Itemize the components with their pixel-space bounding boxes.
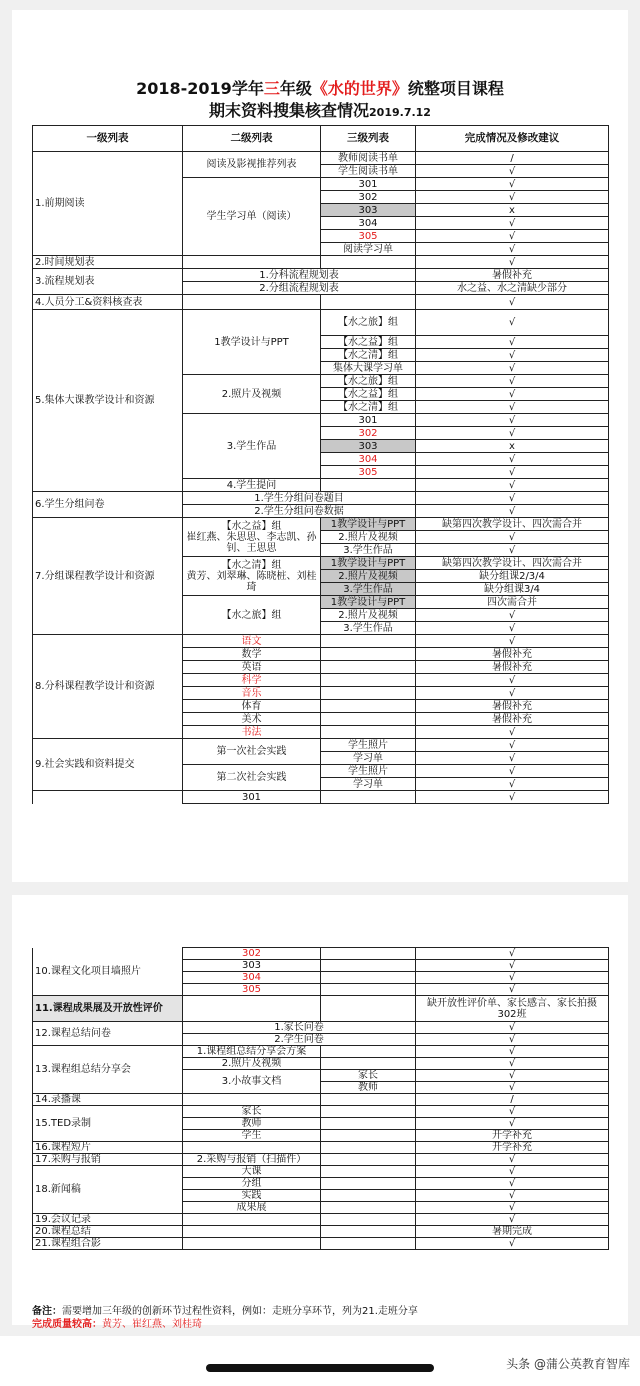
cell	[321, 687, 416, 700]
cell: 1教学设计与PPT	[321, 557, 416, 570]
cell	[321, 256, 416, 269]
cell: 8.分科课程教学设计和资源	[33, 635, 183, 739]
cell: 3.小故事文档	[183, 1070, 321, 1094]
cell: √	[416, 1118, 609, 1130]
cell: 304	[321, 217, 416, 230]
cell: 【水之益】组	[321, 336, 416, 349]
table-header	[33, 126, 609, 152]
table-row	[33, 739, 609, 752]
cell: √	[416, 375, 609, 388]
table-row	[33, 1226, 609, 1238]
cell: 成果展	[183, 1202, 321, 1214]
cell	[183, 1094, 321, 1106]
cell	[321, 713, 416, 726]
cell	[183, 1142, 321, 1154]
cell	[321, 1046, 416, 1058]
cell	[321, 948, 416, 960]
cell: √	[416, 948, 609, 960]
table-row	[33, 1106, 609, 1118]
cell: 302	[321, 427, 416, 440]
cell	[183, 996, 321, 1022]
cell: 教师	[321, 1082, 416, 1094]
cell: 301	[321, 178, 416, 191]
cell: 美术	[183, 713, 321, 726]
cell: √	[416, 256, 609, 269]
cell: 301	[183, 791, 321, 804]
table-row	[33, 269, 609, 282]
table-row	[33, 518, 609, 531]
cell: √	[416, 1106, 609, 1118]
cell: √	[416, 1190, 609, 1202]
cell: √	[416, 165, 609, 178]
cell: √	[416, 1202, 609, 1214]
cell: √	[416, 349, 609, 362]
cell: 【水之清】组	[321, 349, 416, 362]
cell: 2.照片及视频	[321, 531, 416, 544]
document-page-1	[12, 10, 628, 882]
cell: 18.新闻稿	[33, 1166, 183, 1214]
remark-text: 需要增加三年级的创新环节过程性资料，例如：走班分享环节，列为21.走班分享	[62, 1306, 418, 1317]
cell	[321, 1106, 416, 1118]
cell	[321, 996, 416, 1022]
document-page-2	[12, 895, 628, 1330]
cell	[321, 791, 416, 804]
cell: 暑假补充	[416, 713, 609, 726]
cell: 301	[321, 414, 416, 427]
cell: √	[416, 1034, 609, 1046]
page-subtitle	[12, 100, 628, 124]
cell: √	[416, 414, 609, 427]
cell: 9.社会实践和资料提交	[33, 739, 183, 791]
cell: 303	[321, 440, 416, 453]
cell	[183, 1226, 321, 1238]
cell: 【水之旅】组	[321, 310, 416, 336]
cell: √	[416, 492, 609, 505]
cell	[321, 960, 416, 972]
cell: 家长	[321, 1070, 416, 1082]
cell: 体育	[183, 700, 321, 713]
checklist-table-2	[32, 947, 609, 1250]
cell: 数学	[183, 648, 321, 661]
cell: 学习单	[321, 778, 416, 791]
cell	[321, 1154, 416, 1166]
cell	[321, 1142, 416, 1154]
cell: 3.流程规划表	[33, 269, 183, 295]
cell	[321, 674, 416, 687]
cell: 分组	[183, 1178, 321, 1190]
cell: 304	[183, 972, 321, 984]
cell: 暑假补充	[416, 700, 609, 713]
cell: √	[416, 674, 609, 687]
cell: 【水之清】组	[321, 401, 416, 414]
cell: 【水之旅】组	[183, 596, 321, 635]
title-book: 《水的世界》	[311, 79, 408, 98]
table-row	[33, 492, 609, 505]
cell: 阅读及影视推荐列表	[183, 152, 321, 178]
cell: √	[416, 752, 609, 765]
cell: √	[416, 362, 609, 375]
cell	[321, 1226, 416, 1238]
cell: √	[416, 791, 609, 804]
cell: 第二次社会实践	[183, 765, 321, 791]
cell	[321, 1238, 416, 1250]
cell: 11.课程成果展及开放性评价	[33, 996, 183, 1022]
cell: 实践	[183, 1190, 321, 1202]
cell: 1.分科流程规划表	[183, 269, 416, 282]
cell: 学生照片	[321, 765, 416, 778]
cell: 学生	[183, 1130, 321, 1142]
cell: 学生学习单（阅读）	[183, 178, 321, 256]
cell: 2.学生问卷	[183, 1034, 416, 1046]
cell: √	[416, 427, 609, 440]
cell: √	[416, 243, 609, 256]
cell: 第一次社会实践	[183, 739, 321, 765]
cell: 学习单	[321, 752, 416, 765]
quality-names: 黄芳、崔红燕、刘桂琦	[102, 1319, 202, 1330]
cell: 3.学生作品	[321, 622, 416, 635]
cell: √	[416, 960, 609, 972]
table-row	[33, 310, 609, 336]
cell: 英语	[183, 661, 321, 674]
cell: √	[416, 1058, 609, 1070]
cell: √	[416, 544, 609, 557]
cell: 阅读学习单	[321, 243, 416, 256]
cell: 缺分组课3/4	[416, 583, 609, 596]
remark-line	[32, 1305, 608, 1318]
cell: 2.时间规划表	[33, 256, 183, 269]
cell: 16.课程短片	[33, 1142, 183, 1154]
cell: √	[416, 466, 609, 479]
cell	[321, 984, 416, 996]
cell: √	[416, 972, 609, 984]
cell: 15.TED录制	[33, 1106, 183, 1142]
cell: 7.分组课程教学设计和资源	[33, 518, 183, 635]
cell	[321, 295, 416, 310]
cell: √	[416, 1238, 609, 1250]
cell: 21.课程组合影	[33, 1238, 183, 1250]
header-level1: 一级列表	[33, 126, 183, 152]
table-row	[33, 1214, 609, 1226]
cell: 缺开放性评价单、家长感言、家长拍摄302班	[416, 996, 609, 1022]
cell: /	[416, 1094, 609, 1106]
cell: 4.人员分工&资料核查表	[33, 295, 183, 310]
subtitle-date: 2019.7.12	[369, 106, 431, 119]
cell: 19.会议记录	[33, 1214, 183, 1226]
table-row	[33, 295, 609, 310]
cell: 1.家长问卷	[183, 1022, 416, 1034]
cell: √	[416, 1082, 609, 1094]
cell: √	[416, 310, 609, 336]
cell	[321, 1094, 416, 1106]
cell: √	[416, 230, 609, 243]
quality-label: 完成质量较高：	[32, 1319, 102, 1330]
cell: √	[416, 505, 609, 518]
table-row	[33, 948, 609, 960]
cell: √	[416, 778, 609, 791]
cell: 303	[321, 204, 416, 217]
cell: 大课	[183, 1166, 321, 1178]
cell: √	[416, 622, 609, 635]
cell: 书法	[183, 726, 321, 739]
cell: 2.采购与报销（扫描件）	[183, 1154, 321, 1166]
cell	[33, 791, 183, 804]
remark-label: 备注：	[32, 1306, 62, 1317]
cell: 语文	[183, 635, 321, 648]
cell: 音乐	[183, 687, 321, 700]
cell: 暑假补充	[416, 269, 609, 282]
title-year: 2018-2019学年	[136, 79, 264, 98]
cell: 教师	[183, 1118, 321, 1130]
cell: √	[416, 531, 609, 544]
cell: x	[416, 440, 609, 453]
cell: 2.照片及视频	[321, 609, 416, 622]
watermark-text: 头条 @蒲公英教育智库	[506, 1357, 630, 1371]
cell	[321, 726, 416, 739]
cell: 缺分组课2/3/4	[416, 570, 609, 583]
cell: 1.学生分组问卷题目	[183, 492, 416, 505]
cell: 302	[183, 948, 321, 960]
cell	[321, 1190, 416, 1202]
cell: √	[416, 726, 609, 739]
cell: 缺第四次教学设计、四次需合并	[416, 518, 609, 531]
header-level2: 二级列表	[183, 126, 321, 152]
cell: 【水之益】组	[321, 388, 416, 401]
cell: √	[416, 295, 609, 310]
cell: 302	[321, 191, 416, 204]
cell	[321, 648, 416, 661]
cell: 3.学生作品	[321, 583, 416, 596]
cell: 14.录播课	[33, 1094, 183, 1106]
cell: 17.采购与报销	[33, 1154, 183, 1166]
cell: 教师阅读书单	[321, 152, 416, 165]
title-rest: 统整项目课程	[407, 79, 504, 98]
cell: √	[416, 635, 609, 648]
cell: 1教学设计与PPT	[183, 310, 321, 375]
cell: 2.分组流程规划表	[183, 282, 416, 295]
cell: 【水之清】组 黄芳、刘翠琳、陈晓桩、刘桂琦	[183, 557, 321, 596]
cell: √	[416, 178, 609, 191]
cell	[321, 1058, 416, 1070]
cell	[321, 972, 416, 984]
cell: 家长	[183, 1106, 321, 1118]
cell	[183, 1214, 321, 1226]
cell: 1教学设计与PPT	[321, 518, 416, 531]
cell	[183, 256, 321, 269]
table-row	[33, 1238, 609, 1250]
cell: √	[416, 687, 609, 700]
cell: 1.前期阅读	[33, 152, 183, 256]
cell	[321, 479, 416, 492]
cell: 水之益、水之清缺少部分	[416, 282, 609, 295]
table-row	[33, 152, 609, 165]
cell: 305	[321, 230, 416, 243]
home-indicator[interactable]	[206, 1364, 434, 1372]
title-grade-suffix: 年级	[279, 79, 312, 98]
cell: 【水之益】组 崔红燕、朱思思、李志凯、孙钊、王思思	[183, 518, 321, 557]
cell: 缺第四次教学设计、四次需合并	[416, 557, 609, 570]
cell: √	[416, 336, 609, 349]
cell	[321, 1202, 416, 1214]
table-row	[33, 1094, 609, 1106]
title-grade: 三	[263, 79, 280, 98]
cell: √	[416, 1178, 609, 1190]
cell: 20.课程总结	[33, 1226, 183, 1238]
cell: √	[416, 479, 609, 492]
cell: 2.照片及视频	[183, 1058, 321, 1070]
cell: √	[416, 1154, 609, 1166]
cell: 13.课程组总结分享会	[33, 1046, 183, 1094]
cell: √	[416, 984, 609, 996]
cell	[321, 1166, 416, 1178]
table-row	[33, 1142, 609, 1154]
cell: 2.照片及视频	[321, 570, 416, 583]
cell: 305	[321, 466, 416, 479]
cell: 学生照片	[321, 739, 416, 752]
cell: √	[416, 191, 609, 204]
cell	[183, 1238, 321, 1250]
cell	[183, 295, 321, 310]
cell: 四次需合并	[416, 596, 609, 609]
cell	[321, 1118, 416, 1130]
cell: 1.课程组总结分享会方案	[183, 1046, 321, 1058]
remarks	[32, 1305, 608, 1331]
cell	[321, 700, 416, 713]
cell: 开学补充	[416, 1130, 609, 1142]
cell: 304	[321, 453, 416, 466]
cell: 303	[183, 960, 321, 972]
cell: 2.照片及视频	[183, 375, 321, 414]
cell	[321, 1178, 416, 1190]
table-row	[33, 635, 609, 648]
cell: √	[416, 1214, 609, 1226]
table-row	[33, 1154, 609, 1166]
cell: √	[416, 1046, 609, 1058]
cell	[321, 1130, 416, 1142]
page-title	[12, 78, 628, 100]
cell: √	[416, 217, 609, 230]
table-row	[33, 996, 609, 1022]
cell: 2.学生分组问卷数据	[183, 505, 416, 518]
table-row	[33, 1022, 609, 1034]
table-row	[33, 1166, 609, 1178]
cell: √	[416, 1166, 609, 1178]
cell: x	[416, 204, 609, 217]
cell: 6.学生分组问卷	[33, 492, 183, 518]
cell	[321, 661, 416, 674]
cell: 【水之旅】组	[321, 375, 416, 388]
cell: √	[416, 609, 609, 622]
table-row	[33, 791, 609, 804]
cell	[321, 1214, 416, 1226]
cell: 4.学生提问	[183, 479, 321, 492]
checklist-table-1	[32, 125, 609, 804]
cell: 暑假补充	[416, 648, 609, 661]
cell: 科学	[183, 674, 321, 687]
cell: √	[416, 1022, 609, 1034]
cell: 暑假补充	[416, 661, 609, 674]
cell: 学生阅读书单	[321, 165, 416, 178]
cell: 开学补充	[416, 1142, 609, 1154]
cell: 3.学生作品	[321, 544, 416, 557]
cell: √	[416, 739, 609, 752]
cell: √	[416, 401, 609, 414]
cell: 10.课程文化项目墙照片	[33, 948, 183, 996]
cell: 12.课程总结问卷	[33, 1022, 183, 1046]
cell: √	[416, 388, 609, 401]
header-level3: 三级列表	[321, 126, 416, 152]
cell: √	[416, 765, 609, 778]
header-status: 完成情况及修改建议	[416, 126, 609, 152]
cell	[321, 635, 416, 648]
table-row	[33, 256, 609, 269]
cell: 5.集体大课教学设计和资源	[33, 310, 183, 492]
cell: 305	[183, 984, 321, 996]
quality-line	[32, 1318, 608, 1331]
cell: 集体大课学习单	[321, 362, 416, 375]
cell: 3.学生作品	[183, 414, 321, 479]
subtitle-text: 期末资料搜集核查情况	[209, 101, 370, 120]
cell: 1教学设计与PPT	[321, 596, 416, 609]
cell: √	[416, 1070, 609, 1082]
cell: √	[416, 453, 609, 466]
cell: 暑期完成	[416, 1226, 609, 1238]
table-row	[33, 1046, 609, 1058]
cell: /	[416, 152, 609, 165]
